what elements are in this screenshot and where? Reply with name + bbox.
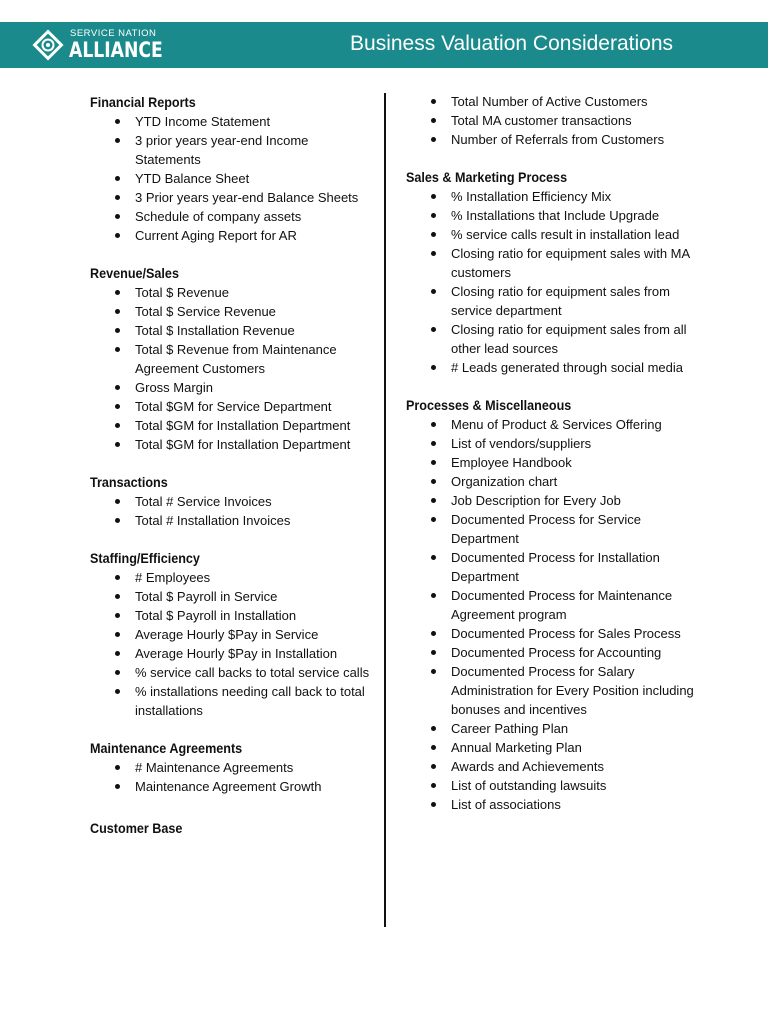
- list-item: Total # Installation Invoices: [90, 511, 375, 530]
- section-title: Staffing/Efficiency: [90, 550, 200, 566]
- list-item: List of outstanding lawsuits: [406, 776, 706, 795]
- list-item: Documented Process for Maintenance Agreement program: [406, 586, 706, 624]
- service-nation-alliance-logo: [32, 26, 172, 64]
- section-transactions: [90, 472, 375, 530]
- right-column: [406, 92, 706, 832]
- list-item: Documented Process for Salary Administration for Every Position including bonuses and incentives: [406, 662, 706, 719]
- list-item: Annual Marketing Plan: [406, 738, 706, 757]
- list-item: Maintenance Agreement Growth: [90, 777, 375, 796]
- list-item: # Maintenance Agreements: [90, 758, 375, 777]
- list-item: # Employees: [90, 568, 375, 587]
- list-item: % service calls result in installation lead: [406, 225, 706, 244]
- list-item: Total MA customer transactions: [406, 111, 706, 130]
- list-item: Career Pathing Plan: [406, 719, 706, 738]
- list-item: Documented Process for Accounting: [406, 643, 706, 662]
- list-item: Documented Process for Installation Department: [406, 548, 706, 586]
- bullet-list: [90, 568, 375, 720]
- page-title: Business Valuation Considerations: [350, 32, 673, 55]
- list-item: Closing ratio for equipment sales from service department: [406, 282, 706, 320]
- compass-logo-icon: [32, 29, 64, 61]
- list-item: Menu of Product & Services Offering: [406, 415, 706, 434]
- logo-wordmark: ALLIANCE: [69, 38, 163, 62]
- section-title: Maintenance Agreements: [90, 740, 243, 756]
- list-item: Total $ Revenue from Maintenance Agreement Customers: [90, 340, 375, 378]
- list-item: Job Description for Every Job: [406, 491, 706, 510]
- list-item: YTD Balance Sheet: [90, 169, 375, 188]
- bullet-list: [406, 92, 706, 149]
- section-financial-reports: [90, 92, 375, 245]
- list-item: Total $ Payroll in Installation: [90, 606, 375, 625]
- section-processes-miscellaneous: [406, 395, 706, 814]
- list-item: List of associations: [406, 795, 706, 814]
- section-sales-marketing-process: [406, 167, 706, 377]
- bullet-list: [90, 112, 375, 245]
- list-item: Total $ Service Revenue: [90, 302, 375, 321]
- list-item: Gross Margin: [90, 378, 375, 397]
- section-staffing-efficiency: [90, 548, 375, 720]
- section-customer-base: [90, 818, 375, 838]
- list-item: Schedule of company assets: [90, 207, 375, 226]
- header-bar: [0, 22, 768, 68]
- section-right-continued: [406, 92, 706, 149]
- list-item: Average Hourly $Pay in Installation: [90, 644, 375, 663]
- section-title: Sales & Marketing Process: [406, 169, 568, 185]
- list-item: Closing ratio for equipment sales from all other lead sources: [406, 320, 706, 358]
- list-item: Awards and Achievements: [406, 757, 706, 776]
- section-title: Financial Reports: [90, 94, 196, 110]
- list-item: Total $GM for Service Department: [90, 397, 375, 416]
- list-item: Closing ratio for equipment sales with MA customers: [406, 244, 706, 282]
- column-divider: [384, 93, 386, 927]
- list-item: 3 Prior years year-end Balance Sheets: [90, 188, 375, 207]
- list-item: Documented Process for Sales Process: [406, 624, 706, 643]
- section-revenue-sales: [90, 263, 375, 454]
- section-maintenance-agreements: [90, 738, 375, 796]
- section-title: Customer Base: [90, 820, 183, 836]
- list-item: Total $GM for Installation Department: [90, 416, 375, 435]
- list-item: Average Hourly $Pay in Service: [90, 625, 375, 644]
- list-item: 3 prior years year-end Income Statements: [90, 131, 375, 169]
- list-item: % installations needing call back to total installations: [90, 682, 375, 720]
- section-title: Transactions: [90, 474, 168, 490]
- list-item: Documented Process for Service Department: [406, 510, 706, 548]
- bullet-list: [406, 415, 706, 814]
- left-column: [90, 92, 375, 856]
- list-item: Number of Referrals from Customers: [406, 130, 706, 149]
- list-item: % Installation Efficiency Mix: [406, 187, 706, 206]
- list-item: Employee Handbook: [406, 453, 706, 472]
- list-item: Total # Service Invoices: [90, 492, 375, 511]
- bullet-list: [90, 283, 375, 454]
- list-item: Total $ Installation Revenue: [90, 321, 375, 340]
- list-item: Current Aging Report for AR: [90, 226, 375, 245]
- list-item: Total $ Revenue: [90, 283, 375, 302]
- list-item: List of vendors/suppliers: [406, 434, 706, 453]
- section-title: Processes & Miscellaneous: [406, 397, 572, 413]
- list-item: Total Number of Active Customers: [406, 92, 706, 111]
- list-item: Organization chart: [406, 472, 706, 491]
- section-title: Revenue/Sales: [90, 265, 179, 281]
- bullet-list: [90, 758, 375, 796]
- bullet-list: [90, 492, 375, 530]
- list-item: % service call backs to total service calls: [90, 663, 375, 682]
- list-item: Total $ Payroll in Service: [90, 587, 375, 606]
- bullet-list: [406, 187, 706, 377]
- list-item: YTD Income Statement: [90, 112, 375, 131]
- list-item: # Leads generated through social media: [406, 358, 706, 377]
- logo-tagline: SERVICE NATION: [70, 28, 157, 39]
- list-item: % Installations that Include Upgrade: [406, 206, 706, 225]
- list-item: Total $GM for Installation Department: [90, 435, 375, 454]
